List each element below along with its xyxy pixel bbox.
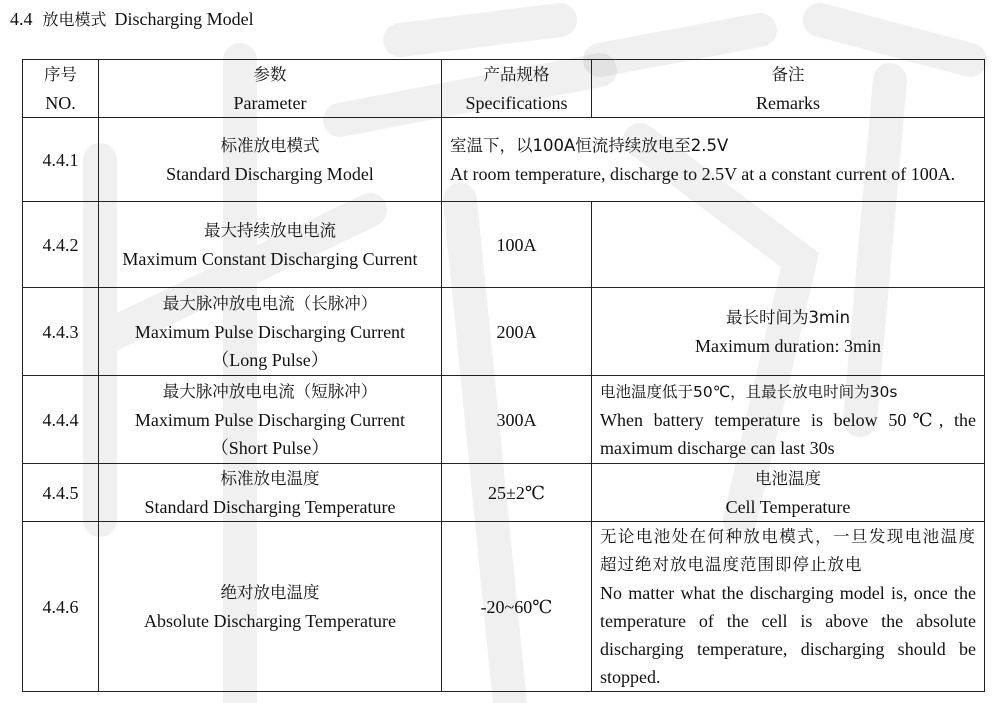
remark-cn: 最长时间为3min — [725, 307, 851, 327]
remark-cell — [592, 288, 985, 376]
spec-remark-cell — [442, 118, 985, 202]
section-title-en: Discharging Model — [114, 9, 254, 29]
row-number: 4.4.4 — [23, 376, 99, 464]
remark-en: When battery temperature is below 50℃, the maximum discharge can last 30s — [600, 409, 976, 458]
parameter-cn: 最大脉冲放电电流（长脉冲） — [162, 293, 378, 313]
table-row — [23, 522, 985, 692]
parameter-cn: 绝对放电温度 — [220, 582, 320, 602]
remark-cell — [592, 464, 985, 522]
spec-cell: 25±2℃ — [442, 464, 592, 522]
remark-cell — [592, 376, 985, 464]
parameter-note: （Long Pulse） — [211, 349, 329, 370]
section-heading — [10, 8, 254, 31]
header-no-en: NO. — [45, 92, 76, 113]
spec-remark-en: At room temperature, discharge to 2.5V at a constant current of 100A. — [450, 163, 956, 184]
table-row — [23, 376, 985, 464]
parameter-cell — [99, 288, 442, 376]
row-number: 4.4.1 — [23, 118, 99, 202]
table-row — [23, 288, 985, 376]
table-row — [23, 118, 985, 202]
spec-cell: 300A — [442, 376, 592, 464]
remark-cn: 电池温度低于50℃，且最长放电时间为30s — [600, 382, 898, 401]
parameter-en: Absolute Discharging Temperature — [143, 610, 396, 631]
header-parameter — [99, 60, 442, 118]
parameter-cn: 标准放电模式 — [220, 135, 320, 155]
parameter-cell — [99, 464, 442, 522]
header-specifications — [442, 60, 592, 118]
remark-cn: 无论电池处在何种放电模式，一旦发现电池温度超过绝对放电温度范围即停止放电 — [600, 526, 976, 574]
header-parameter-cn: 参数 — [253, 64, 287, 84]
parameter-en: Standard Discharging Temperature — [144, 496, 396, 517]
remark-en: Cell Temperature — [725, 496, 851, 517]
header-no-cn: 序号 — [44, 64, 77, 84]
table-row — [23, 202, 985, 288]
spec-cell: 200A — [442, 288, 592, 376]
spec-cell: 100A — [442, 202, 592, 288]
parameter-cn: 标准放电温度 — [220, 468, 320, 488]
header-no — [23, 60, 99, 118]
spec-remark-cn: 室温下，以100A恒流持续放电至2.5V — [450, 135, 729, 155]
spec-cell: -20~60℃ — [442, 522, 592, 692]
row-number: 4.4.3 — [23, 288, 99, 376]
header-remarks-en: Remarks — [756, 92, 820, 113]
header-parameter-en: Parameter — [233, 92, 307, 113]
parameter-cell — [99, 118, 442, 202]
parameter-note: （Short Pulse） — [210, 437, 330, 458]
header-remarks — [592, 60, 985, 118]
row-number: 4.4.5 — [23, 464, 99, 522]
parameter-en: Standard Discharging Model — [166, 163, 374, 184]
remark-cell — [592, 522, 985, 692]
discharging-table — [22, 59, 985, 692]
remark-en: No matter what the discharging model is, once the temperature of the cell is above the absolute discharging temperature, discharging should be stopped. — [600, 582, 976, 687]
parameter-cell — [99, 376, 442, 464]
section-title-cn: 放电模式 — [42, 10, 107, 29]
table-header-row — [23, 60, 985, 118]
header-specifications-cn: 产品规格 — [483, 64, 550, 84]
remark-en: Maximum duration: 3min — [695, 335, 881, 356]
parameter-cell — [99, 202, 442, 288]
row-number: 4.4.6 — [23, 522, 99, 692]
parameter-cn: 最大脉冲放电电流（短脉冲） — [162, 381, 378, 401]
parameter-en: Maximum Pulse Discharging Current — [134, 321, 406, 342]
parameter-cn: 最大持续放电电流 — [204, 220, 336, 240]
parameter-en: Maximum Constant Discharging Current — [122, 248, 418, 269]
parameter-en: Maximum Pulse Discharging Current — [134, 409, 406, 430]
table-row — [23, 464, 985, 522]
row-number: 4.4.2 — [23, 202, 99, 288]
parameter-cell — [99, 522, 442, 692]
header-remarks-cn: 备注 — [771, 64, 805, 84]
remark-cell — [592, 202, 985, 288]
header-specifications-en: Specifications — [465, 92, 568, 113]
section-number: 4.4 — [10, 9, 33, 29]
remark-cn: 电池温度 — [755, 468, 821, 488]
